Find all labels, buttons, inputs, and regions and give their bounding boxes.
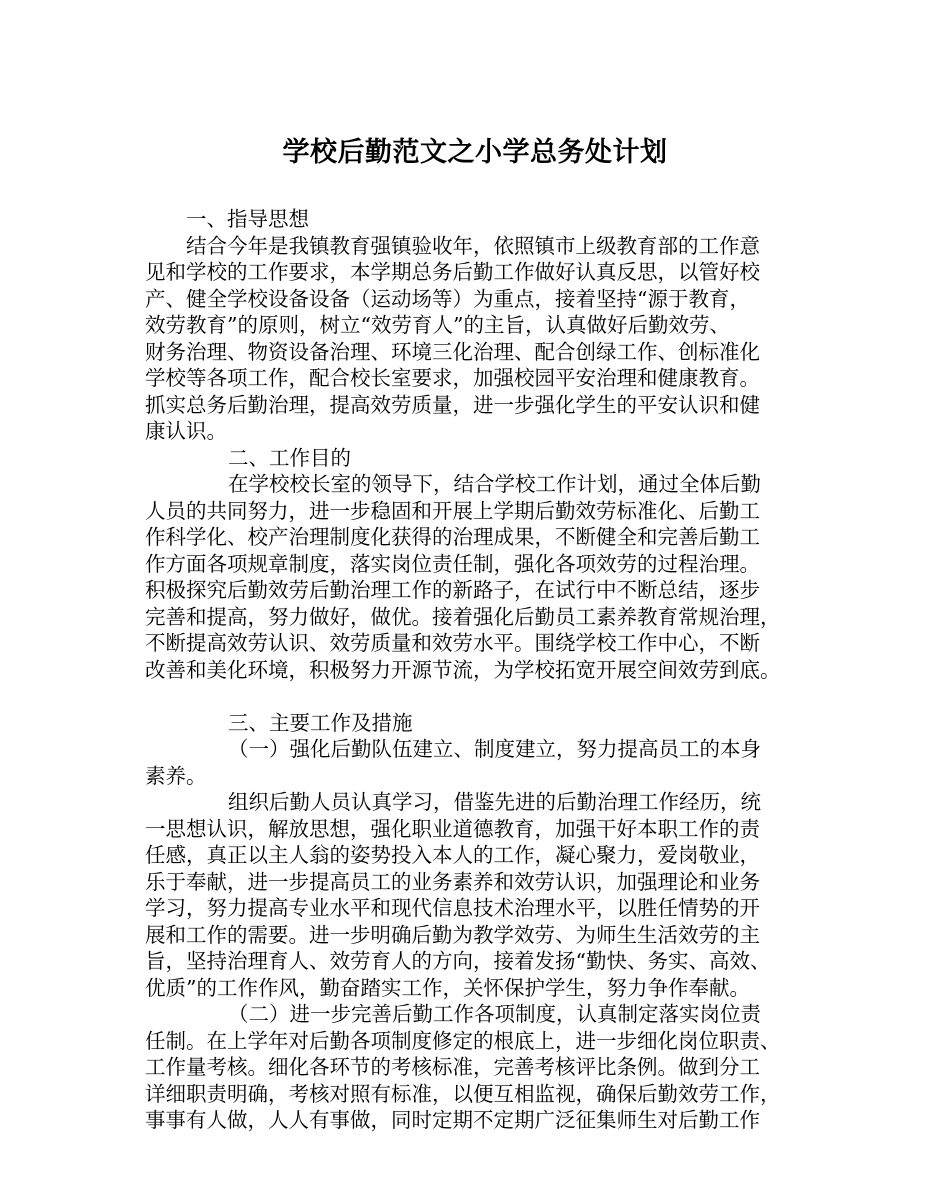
paragraph-line: 完善和提高，努力做好，做优。接着强化后勤员工素养教育常规治理， xyxy=(145,604,781,629)
paragraph-line: 组织后勤人员认真学习，借鉴先进的后勤治理工作经历，统 xyxy=(228,790,761,814)
document-body xyxy=(145,206,825,1134)
paragraph-line: 优质”的工作作风，勤奋踏实工作，关怀保护学生，努力争作奉献。 xyxy=(145,975,750,1000)
paragraph-line: 旨，坚持治理育人、效劳育人的方向，接着发扬“勤快、务实、高效、 xyxy=(145,949,771,973)
paragraph-line: 人员的共同努力，进一步稳固和开展上学期后勤效劳标准化、后勤工 xyxy=(145,498,760,523)
paragraph-line: 产、健全学校设备设备（运动场等）为重点，接着坚持“源于教育， xyxy=(145,286,750,311)
subsection-heading-1: （一）强化后勤队伍建立、制度建立，努力提高员工的本身 xyxy=(228,737,761,761)
document-title: 学校后勤范文之小学总务处计划 xyxy=(282,137,668,168)
paragraph-line: 财务治理、物资设备治理、环境三化治理、配合创绿工作、创标准化 xyxy=(145,339,760,364)
section-heading-main-work: 三、主要工作及措施 xyxy=(228,710,413,735)
paragraph-line: 结合今年是我镇教育强镇验收年，依照镇市上级教育部的工作意 xyxy=(186,233,760,258)
section-heading-work-goals: 二、工作目的 xyxy=(228,445,351,470)
paragraph-line: 一思想认识，解放思想，强化职业道德教育，加强干好本职工作的责 xyxy=(145,816,760,841)
section-heading-guiding-thought: 一、指导思想 xyxy=(186,207,309,231)
paragraph-line: 见和学校的工作要求，本学期总务后勤工作做好认真反思，以管好校 xyxy=(145,260,760,284)
paragraph-line: 改善和美化环境，积极努力开源节流，为学校拓宽开展空间效劳到底。 xyxy=(145,657,781,682)
paragraph-line: 事事有人做，人人有事做，同时定期不定期广泛征集师生对后勤工作 xyxy=(145,1108,760,1132)
paragraph-line: 作科学化、校产治理制度化获得的治理成果，不断健全和完善后勤工 xyxy=(145,525,760,549)
paragraph-line: 展和工作的需要。进一步明确后勤为教学效劳、为师生生活效劳的主 xyxy=(145,922,760,947)
paragraph-line: 学校等各项工作，配合校长室要求，加强校园平安治理和健康教育。 xyxy=(145,366,760,390)
paragraph-line: 任制。在上学年对后勤各项制度修定的根底上，进一步细化岗位职责、 xyxy=(145,1028,781,1053)
paragraph-line: 作方面各项规章制度，落实岗位责任制，强化各项效劳的过程治理。 xyxy=(145,551,760,576)
paragraph-line: 任感，真正以主人翁的姿势投入本人的工作，凝心聚力，爱岗敬业， xyxy=(145,843,760,867)
paragraph-line: 在学校校长室的领导下，结合学校工作计划，通过全体后勤 xyxy=(228,472,761,496)
paragraph-line: 康认识。 xyxy=(145,419,227,443)
paragraph-line: 效劳教育”的原则，树立“效劳育人”的主旨，认真做好后勤效劳、 xyxy=(145,313,730,337)
paragraph-line: 学习，努力提高专业水平和现代信息技术治理水平，以胜任情势的开 xyxy=(145,896,760,920)
paragraph-line: 不断提高效劳认识、效劳质量和效劳水平。围绕学校工作中心，不断 xyxy=(145,631,760,655)
blank-line xyxy=(145,683,825,710)
paragraph-line: 素养。 xyxy=(145,763,207,788)
paragraph-line: 抓实总务后勤治理，提高效劳质量，进一步强化学生的平安认识和健 xyxy=(145,392,760,417)
paragraph-line: 积极探究后勤效劳后勤治理工作的新路子，在试行中不断总结，逐步 xyxy=(145,578,760,602)
subsection-heading-2: （二）进一步完善后勤工作各项制度，认真制定落实岗位责 xyxy=(228,1002,761,1026)
paragraph-line: 乐于奉献，进一步提高员工的业务素养和效劳认识，加强理论和业务 xyxy=(145,869,760,894)
paragraph-line: 工作量考核。细化各环节的考核标准，完善考核评比条例。做到分工 xyxy=(145,1055,760,1079)
paragraph-line: 详细职责明确，考核对照有标准，以便互相监视，确保后勤效劳工作， xyxy=(145,1081,781,1106)
